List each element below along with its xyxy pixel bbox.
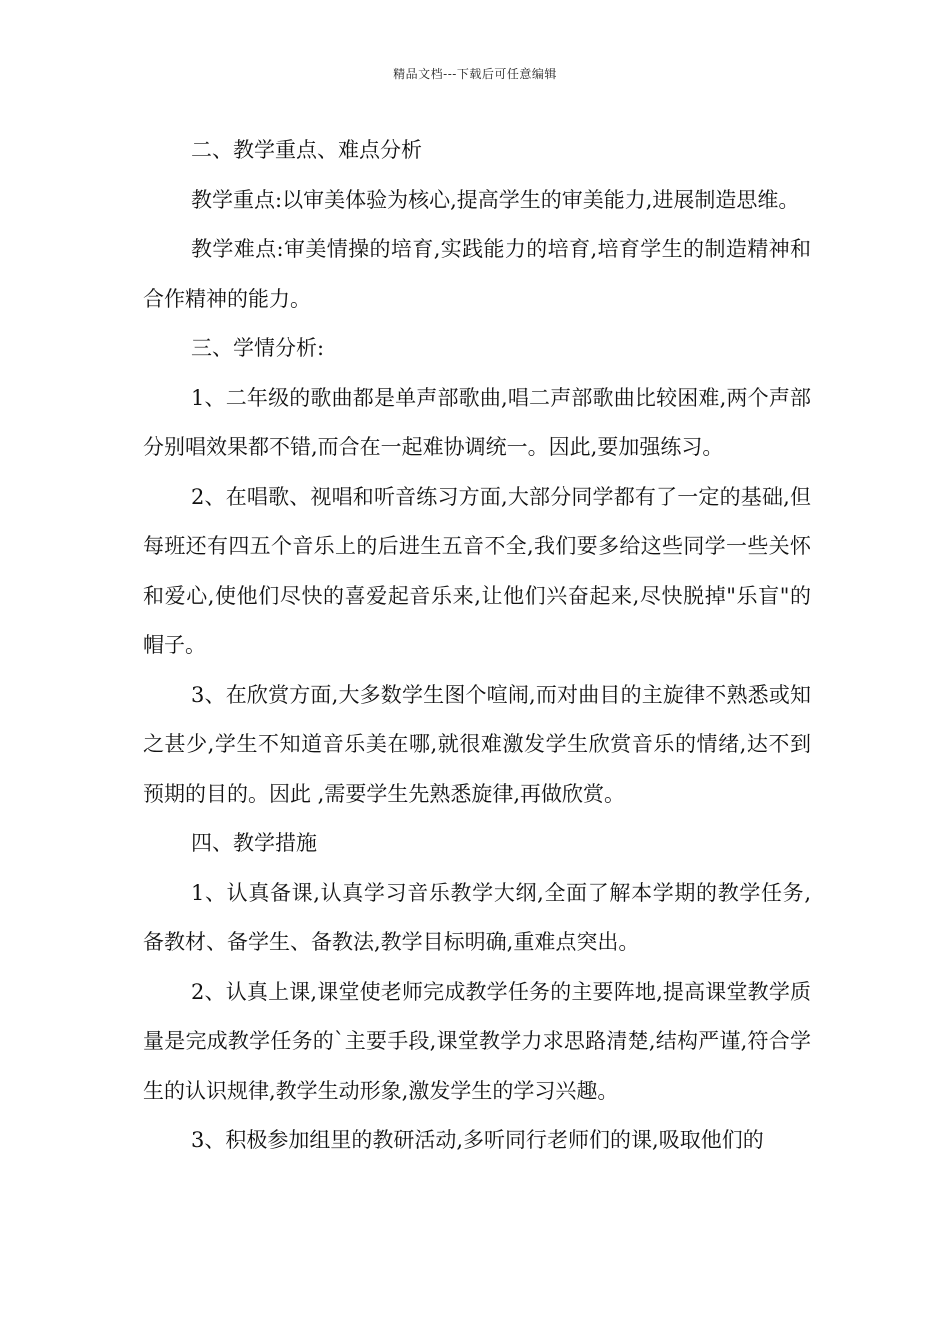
- paragraph-measure-3: 3、积极参加组里的教研活动,多听同行老师们的课,吸取他们的: [191, 1128, 764, 1152]
- paragraph-analysis-1: 1、二年级的歌曲都是单声部歌曲,唱二声部歌曲比较困难,两个声部分别唱效果都不错,而合在一起难协调统一。因此,要加强练习。: [143, 385, 811, 459]
- heading-key-difficult-points: 二、教学重点、难点分析: [191, 138, 422, 162]
- paragraph-measure-2: 2、认真上课,课堂使老师完成教学任务的主要阵地,提高课堂教学质量是完成教学任务的`主要手段,课堂教学力求思路清楚,结构严谨,符合学生的认识规律,教学生动形象,激发学生的学习兴趣。: [143, 979, 811, 1103]
- paragraph-key-points: 教学重点:以审美体验为核心,提高学生的审美能力,进展制造思维。: [191, 187, 800, 212]
- paragraph-analysis-3: 3、在欣赏方面,大多数学生图个喧闹,而对曲目的主旋律不熟悉或知之甚少,学生不知道音乐美在哪,就很难激发学生欣赏音乐的情绪,达不到预期的目的。因此 ,需要学生先熟悉旋律,再做欣赏。: [143, 682, 811, 806]
- heading-teaching-measures: 四、教学措施: [191, 831, 317, 855]
- paragraph-difficult-points: 教学难点:审美情操的培育,实践能力的培育,培育学生的制造精神和合作精神的能力。: [143, 237, 811, 311]
- document-body: [143, 126, 811, 1166]
- heading-learning-analysis: 三、学情分析:: [191, 336, 325, 360]
- paragraph-analysis-2: 2、在唱歌、视唱和听音练习方面,大部分同学都有了一定的基础,但每班还有四五个音乐上的后进生五音不全,我们要多给这些同学一些关怀和爱心,使他们尽快的喜爱起音乐来,让他们兴奋起来,尽快脱掉"乐盲"的帽子。: [143, 484, 811, 657]
- paragraph-measure-1: 1、认真备课,认真学习音乐教学大纲,全面了解本学期的教学任务,备教材、备学生、备教法,教学目标明确,重难点突出。: [143, 880, 811, 954]
- page-header: 精品文档---下载后可任意编辑: [393, 67, 557, 81]
